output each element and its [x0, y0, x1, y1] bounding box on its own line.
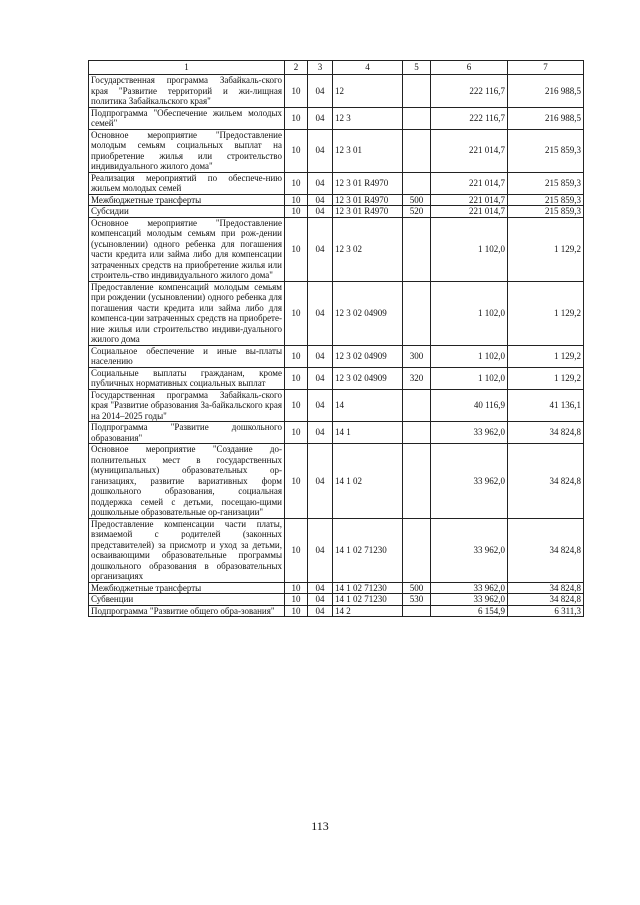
row-amount-2-cell: 34 824,8 — [508, 444, 584, 519]
row-section-cell: 10 — [285, 422, 308, 444]
row-amount-1-cell: 221 014,7 — [431, 129, 508, 172]
row-section-cell: 10 — [285, 389, 308, 422]
row-expense-type-cell — [403, 389, 431, 422]
row-section-cell: 10 — [285, 518, 308, 582]
row-name-cell: Подпрограмма "Обеспечение жильем молодых семей" — [89, 107, 285, 129]
row-expense-type-cell: 530 — [403, 594, 431, 606]
row-amount-2-cell: 41 136,1 — [508, 389, 584, 422]
row-amount-2-cell: 6 311,3 — [508, 605, 584, 617]
row-subsection-cell: 04 — [308, 75, 333, 108]
row-section-cell: 10 — [285, 281, 308, 345]
row-target-article-cell: 14 — [333, 389, 403, 422]
header-cell: 7 — [508, 61, 584, 75]
row-target-article-cell: 12 3 01 R4970 — [333, 172, 403, 194]
row-name-cell: Социальные выплаты гражданам, кроме публичных нормативных социальных выплат — [89, 367, 285, 389]
row-subsection-cell: 04 — [308, 281, 333, 345]
row-expense-type-cell — [403, 107, 431, 129]
row-target-article-cell: 12 3 01 R4970 — [333, 206, 403, 218]
row-amount-2-cell: 34 824,8 — [508, 518, 584, 582]
row-amount-1-cell: 1 102,0 — [431, 345, 508, 367]
row-expense-type-cell — [403, 281, 431, 345]
row-amount-2-cell: 215 859,3 — [508, 194, 584, 206]
row-amount-1-cell: 33 962,0 — [431, 518, 508, 582]
row-amount-2-cell: 216 988,5 — [508, 107, 584, 129]
header-cell: 4 — [333, 61, 403, 75]
table-row — [89, 129, 584, 172]
row-amount-1-cell: 33 962,0 — [431, 582, 508, 594]
row-section-cell: 10 — [285, 129, 308, 172]
row-section-cell: 10 — [285, 75, 308, 108]
row-target-article-cell: 14 1 02 — [333, 444, 403, 519]
row-name-cell: Подпрограмма "Развитие общего обра-зования" — [89, 605, 285, 617]
row-section-cell: 10 — [285, 172, 308, 194]
table-row — [89, 444, 584, 519]
table-row — [89, 217, 584, 281]
row-amount-1-cell: 222 116,7 — [431, 75, 508, 108]
row-name-cell: Межбюджетные трансферты — [89, 194, 285, 206]
header-cell: 6 — [431, 61, 508, 75]
table-row — [89, 422, 584, 444]
row-section-cell: 10 — [285, 444, 308, 519]
row-subsection-cell: 04 — [308, 422, 333, 444]
row-subsection-cell: 04 — [308, 172, 333, 194]
row-amount-1-cell: 40 116,9 — [431, 389, 508, 422]
row-section-cell: 10 — [285, 194, 308, 206]
row-section-cell: 10 — [285, 594, 308, 606]
table-row — [89, 194, 584, 206]
row-expense-type-cell: 300 — [403, 345, 431, 367]
row-target-article-cell: 12 3 02 04909 — [333, 281, 403, 345]
row-amount-1-cell: 33 962,0 — [431, 444, 508, 519]
row-target-article-cell: 12 — [333, 75, 403, 108]
header-cell: 2 — [285, 61, 308, 75]
table-row — [89, 206, 584, 218]
row-target-article-cell: 12 3 — [333, 107, 403, 129]
table-row — [89, 518, 584, 582]
page-number: 113 — [311, 819, 329, 833]
row-subsection-cell: 04 — [308, 582, 333, 594]
row-amount-2-cell: 1 129,2 — [508, 281, 584, 345]
row-subsection-cell: 04 — [308, 194, 333, 206]
row-subsection-cell: 04 — [308, 206, 333, 218]
row-amount-2-cell: 1 129,2 — [508, 367, 584, 389]
row-expense-type-cell — [403, 518, 431, 582]
table-row — [89, 107, 584, 129]
row-target-article-cell: 12 3 01 R4970 — [333, 194, 403, 206]
row-name-cell: Основное мероприятие "Предоставление молодым семьям социальных выплат на приобретение жилья или строительство индивидуального жилого дома" — [89, 129, 285, 172]
row-subsection-cell: 04 — [308, 594, 333, 606]
table-row — [89, 582, 584, 594]
budget-table — [88, 60, 584, 617]
row-target-article-cell: 12 3 02 — [333, 217, 403, 281]
row-subsection-cell: 04 — [308, 367, 333, 389]
row-expense-type-cell: 500 — [403, 194, 431, 206]
row-target-article-cell: 12 3 02 04909 — [333, 345, 403, 367]
header-cell: 3 — [308, 61, 333, 75]
row-amount-2-cell: 1 129,2 — [508, 217, 584, 281]
row-section-cell: 10 — [285, 367, 308, 389]
table-row — [89, 75, 584, 108]
row-section-cell: 10 — [285, 206, 308, 218]
row-name-cell: Подпрограмма "Развитие дошкольного образования" — [89, 422, 285, 444]
row-subsection-cell: 04 — [308, 389, 333, 422]
row-amount-1-cell: 33 962,0 — [431, 422, 508, 444]
row-target-article-cell: 14 1 02 71230 — [333, 518, 403, 582]
table-header-row — [89, 61, 584, 75]
row-expense-type-cell — [403, 217, 431, 281]
row-name-cell: Основное мероприятие "Предоставление компенсаций молодым семьям при рож-дении (усыновлении) одного ребенка для погашения части кредита или займа либо для компенсации затраченных средств на приобретение жилья или строитель-ство индивидуального жилого дома" — [89, 217, 285, 281]
row-expense-type-cell: 500 — [403, 582, 431, 594]
row-name-cell: Субсидии — [89, 206, 285, 218]
row-amount-2-cell: 215 859,3 — [508, 172, 584, 194]
row-expense-type-cell — [403, 444, 431, 519]
table-row — [89, 172, 584, 194]
row-expense-type-cell — [403, 172, 431, 194]
row-target-article-cell: 14 1 02 71230 — [333, 594, 403, 606]
row-subsection-cell: 04 — [308, 217, 333, 281]
row-subsection-cell: 04 — [308, 129, 333, 172]
document-page — [88, 60, 584, 617]
row-name-cell: Предоставление компенсаций молодым семьям при рождении (усыновлении) одного ребенка для погашения части кредита или займа либо для компенса-ции затраченных средств на приобрете-ние жилья или строительство индиви-дуального жилого дома — [89, 281, 285, 345]
row-section-cell: 10 — [285, 582, 308, 594]
row-amount-2-cell: 34 824,8 — [508, 422, 584, 444]
row-subsection-cell: 04 — [308, 518, 333, 582]
row-target-article-cell: 12 3 02 04909 — [333, 367, 403, 389]
row-amount-2-cell: 34 824,8 — [508, 594, 584, 606]
row-subsection-cell: 04 — [308, 345, 333, 367]
row-amount-2-cell: 34 824,8 — [508, 582, 584, 594]
row-amount-1-cell: 221 014,7 — [431, 206, 508, 218]
row-expense-type-cell: 520 — [403, 206, 431, 218]
row-section-cell: 10 — [285, 107, 308, 129]
row-amount-2-cell: 1 129,2 — [508, 345, 584, 367]
row-name-cell: Предоставление компенсации части платы, взимаемой с родителей (законных представителей) за присмотр и уход за детьми, осваивающими образовательные программы дошкольного образования в образовательных организациях — [89, 518, 285, 582]
row-section-cell: 10 — [285, 345, 308, 367]
row-expense-type-cell — [403, 75, 431, 108]
row-target-article-cell: 14 2 — [333, 605, 403, 617]
table-row — [89, 605, 584, 617]
row-amount-1-cell: 33 962,0 — [431, 594, 508, 606]
table-row — [89, 367, 584, 389]
row-target-article-cell: 12 3 01 — [333, 129, 403, 172]
row-subsection-cell: 04 — [308, 444, 333, 519]
header-cell: 5 — [403, 61, 431, 75]
row-name-cell: Межбюджетные трансферты — [89, 582, 285, 594]
row-expense-type-cell — [403, 422, 431, 444]
header-cell: 1 — [89, 61, 285, 75]
row-section-cell: 10 — [285, 605, 308, 617]
row-expense-type-cell — [403, 605, 431, 617]
row-name-cell: Основное мероприятие "Создание до-полнительных мест в государственных (муниципальных) образовательных ор-ганизациях, развитие вариативных форм дошкольного образования, социальная поддержка семей с детьми, посещаю-щими дошкольные образовательные ор-ганизации" — [89, 444, 285, 519]
row-expense-type-cell — [403, 129, 431, 172]
table-row — [89, 345, 584, 367]
row-amount-2-cell: 215 859,3 — [508, 129, 584, 172]
row-name-cell: Социальное обеспечение и иные вы-платы населению — [89, 345, 285, 367]
row-amount-2-cell: 215 859,3 — [508, 206, 584, 218]
row-target-article-cell: 14 1 — [333, 422, 403, 444]
row-amount-1-cell: 1 102,0 — [431, 281, 508, 345]
row-name-cell: Государственная программа Забайкаль-ского края "Развитие образования За-байкальского края на 2014–2025 годы" — [89, 389, 285, 422]
table-row — [89, 389, 584, 422]
row-expense-type-cell: 320 — [403, 367, 431, 389]
row-name-cell: Субвенции — [89, 594, 285, 606]
row-amount-1-cell: 6 154,9 — [431, 605, 508, 617]
row-section-cell: 10 — [285, 217, 308, 281]
row-amount-1-cell: 222 116,7 — [431, 107, 508, 129]
row-amount-1-cell: 1 102,0 — [431, 367, 508, 389]
table-row — [89, 594, 584, 606]
row-subsection-cell: 04 — [308, 107, 333, 129]
row-amount-1-cell: 1 102,0 — [431, 217, 508, 281]
row-name-cell: Реализация мероприятий по обеспече-нию жильем молодых семей — [89, 172, 285, 194]
row-target-article-cell: 14 1 02 71230 — [333, 582, 403, 594]
row-name-cell: Государственная программа Забайкаль-ского края "Развитие территорий и жи-лищная политика Забайкальского края" — [89, 75, 285, 108]
row-subsection-cell: 04 — [308, 605, 333, 617]
row-amount-2-cell: 216 988,5 — [508, 75, 584, 108]
table-row — [89, 281, 584, 345]
row-amount-1-cell: 221 014,7 — [431, 172, 508, 194]
row-amount-1-cell: 221 014,7 — [431, 194, 508, 206]
